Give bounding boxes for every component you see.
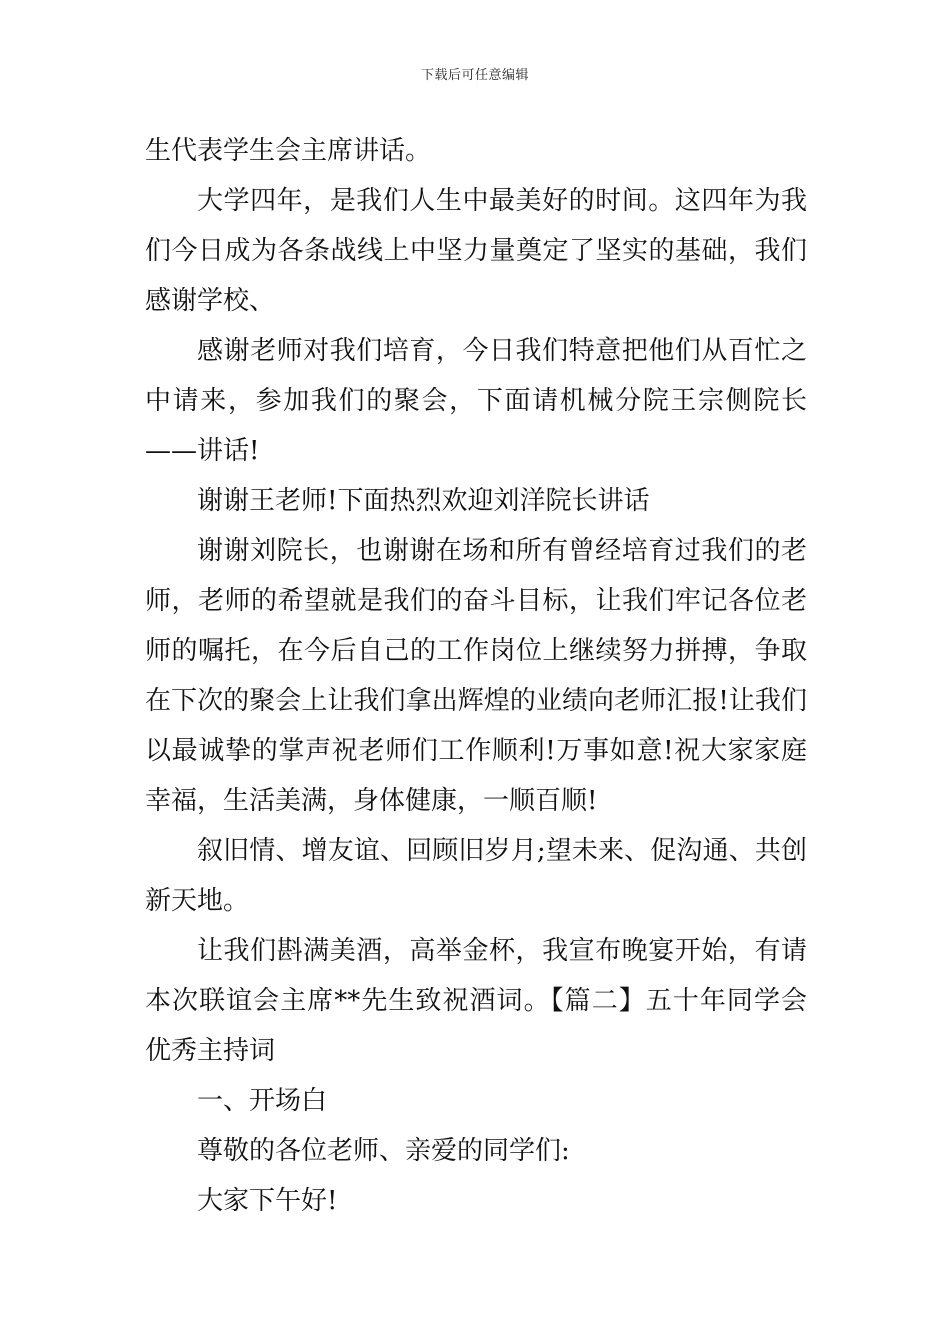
paragraph: 让我们斟满美酒，高举金杯，我宣布晚宴开始，有请本次联谊会主席**先生致祝酒词。【篇二】五十年同学会优秀主持词 [145, 936, 807, 1066]
document-body [145, 126, 807, 1226]
paragraph: 感谢老师对我们培育，今日我们特意把他们从百忙之中请来，参加我们的聚会，下面请机械分院王宗侧院长——讲话! [145, 336, 807, 466]
paragraph: 大学四年，是我们人生中最美好的时间。这四年为我们今日成为各条战线上中坚力量奠定了坚实的基础，我们感谢学校、 [145, 186, 807, 316]
page-header: 下载后可任意编辑 [420, 68, 529, 83]
paragraph: 谢谢刘院长，也谢谢在场和所有曾经培育过我们的老师，老师的希望就是我们的奋斗目标，让我们牢记各位老师的嘱托，在今后自己的工作岗位上继续努力拼搏，争取在下次的聚会上让我们拿出辉煌的业绩向老师汇报!让我们以最诚挚的掌声祝老师们工作顺利!万事如意!祝大家家庭幸福，生活美满，身体健康，一顺百顺! [145, 536, 807, 816]
section-heading: 一、开场白 [197, 1086, 328, 1116]
paragraph: 生代表学生会主席讲话。 [145, 136, 432, 166]
paragraph: 叙旧情、增友谊、回顾旧岁月;望未来、促沟通、共创新天地。 [145, 836, 807, 916]
greeting: 大家下午好! [197, 1186, 338, 1216]
paragraph: 谢谢王老师!下面热烈欢迎刘洋院长讲话 [197, 486, 650, 516]
salutation: 尊敬的各位老师、亲爱的同学们: [197, 1136, 570, 1166]
